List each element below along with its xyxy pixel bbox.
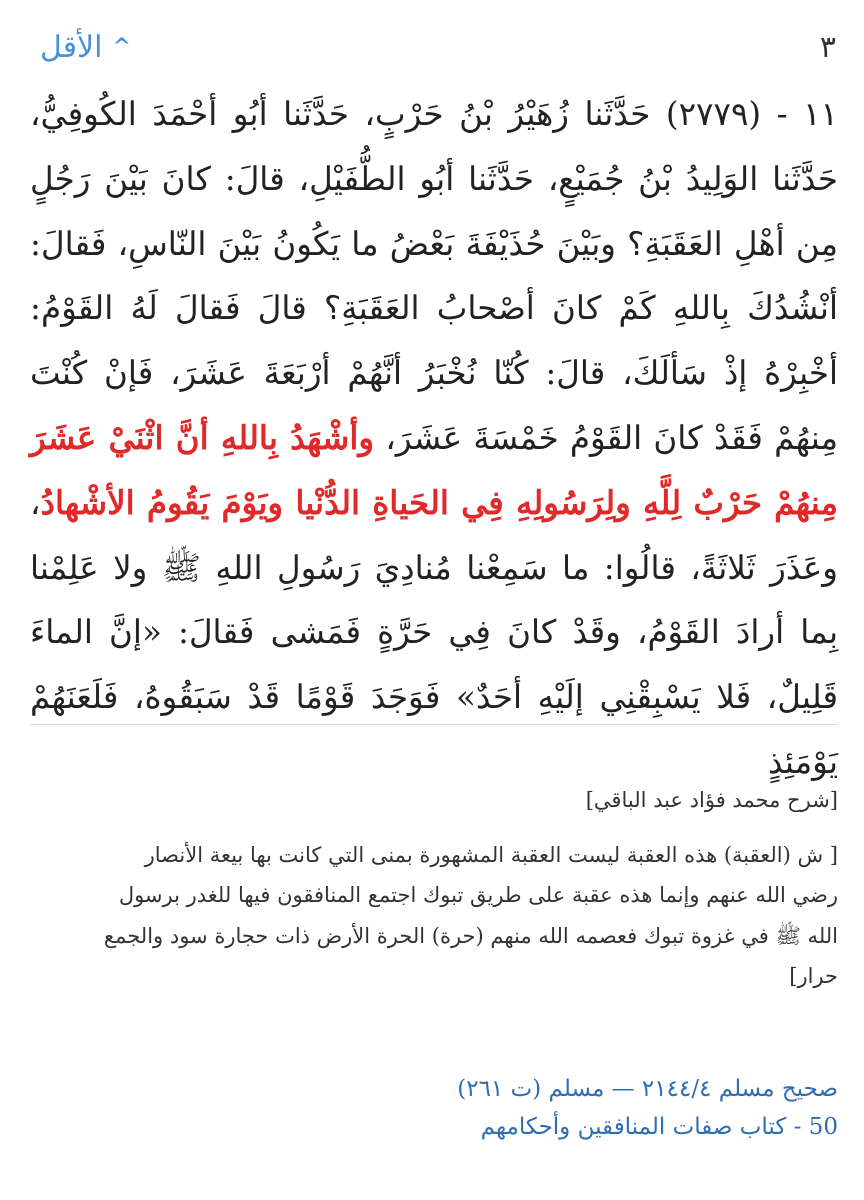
hadith-text [30,82,838,795]
sharh-body: [ ش (العقبة) هذه العقبة ليست العقبة المشهورة بمنى التي كانت بها بيعة الأنصار رضي الله عنهم وإنما هذه عقبة على طريق تبوك اجتمع المنافقون فيها للغدر برسول الله ﷺ في غزوة تبوك فعصمه الله منهم (حرة) الحرة الأرض ذات حجارة سود والجمع حرار] [103,842,838,988]
top-bar [40,22,836,72]
book-chapter-link[interactable]: 50 - كتاب صفات المنافقين وأحكامهم [480,1114,838,1140]
divider [30,724,838,725]
page-number: ٣ [819,29,836,65]
collapse-button[interactable] [40,30,131,65]
hadith-text-after: ، وعَذَرَ ثَلاثَةً، قالُوا: ما سَمِعْنا مُنادِيَ رَسُولِ اللهِ ﷺ ولا عَلِمْنا بِما أرادَ القَوْمُ، وقَدْ كانَ فِي حَرَّةٍ فَمَشى فَقالَ: «إنَّ الماءَ قَلِيلٌ، فَلا يَسْبِقْنِي إلَيْهِ أحَدٌ» فَوَجَدَ قَوْمًا قَدْ سَبَقُوهُ، فَلَعَنَهُمْ يَوْمَئِذٍ [30,483,838,781]
hadith-highlight: وأشْهَدُ بِاللهِ أنَّ اثْنَيْ عَشَرَ مِنهُمْ حَرْبٌ لِلَّهِ ولِرَسُولِهِ فِي الحَياةِ الدُّنْيا ويَوْمَ يَقُومُ الأشْهادُ [30,417,838,522]
sharh-heading: [شرح محمد فؤاد عبد الباقي] [585,788,838,812]
sharh-section [96,780,838,997]
hadith-text-before: ١١ - (٢٧٧٩) حَدَّثَنا زُهَيْرُ بْنُ حَرْبٍ، حَدَّثَنا أبُو أحْمَدَ الكُوفِيُّ، حَدَّثَنا الوَلِيدُ بْنُ جُمَيْعٍ، حَدَّثَنا أبُو الطُّفَيْلِ، قالَ: كانَ بَيْنَ رَجُلٍ مِن أهْلِ العَقَبَةِ؟ وبَيْنَ حُذَيْفَةَ بَعْضُ ما يَكُونُ بَيْنَ النّاسِ، فَقالَ: أنْشُدُكَ بِاللهِ كَمْ كانَ أصْحابُ العَقَبَةِ؟ قالَ فَقالَ لَهُ القَوْمُ: أخْبِرْهُ إذْ سَألَكَ، قالَ: كُنّا نُخْبَرُ أنَّهُمْ أرْبَعَةَ عَشَرَ، فَإنْ كُنْتَ مِنهُمْ فَقَدْ كانَ القَوْمُ خَمْسَةَ عَشَرَ، [30,95,839,457]
collapse-label[interactable]: الأقل [40,29,103,65]
references [30,1070,838,1146]
chevron-up-icon[interactable]: ^ [112,34,131,60]
source-reference-link[interactable]: صحيح مسلم ٢١٤٤/٤ — مسلم (ت ٢٦١) [457,1076,838,1102]
